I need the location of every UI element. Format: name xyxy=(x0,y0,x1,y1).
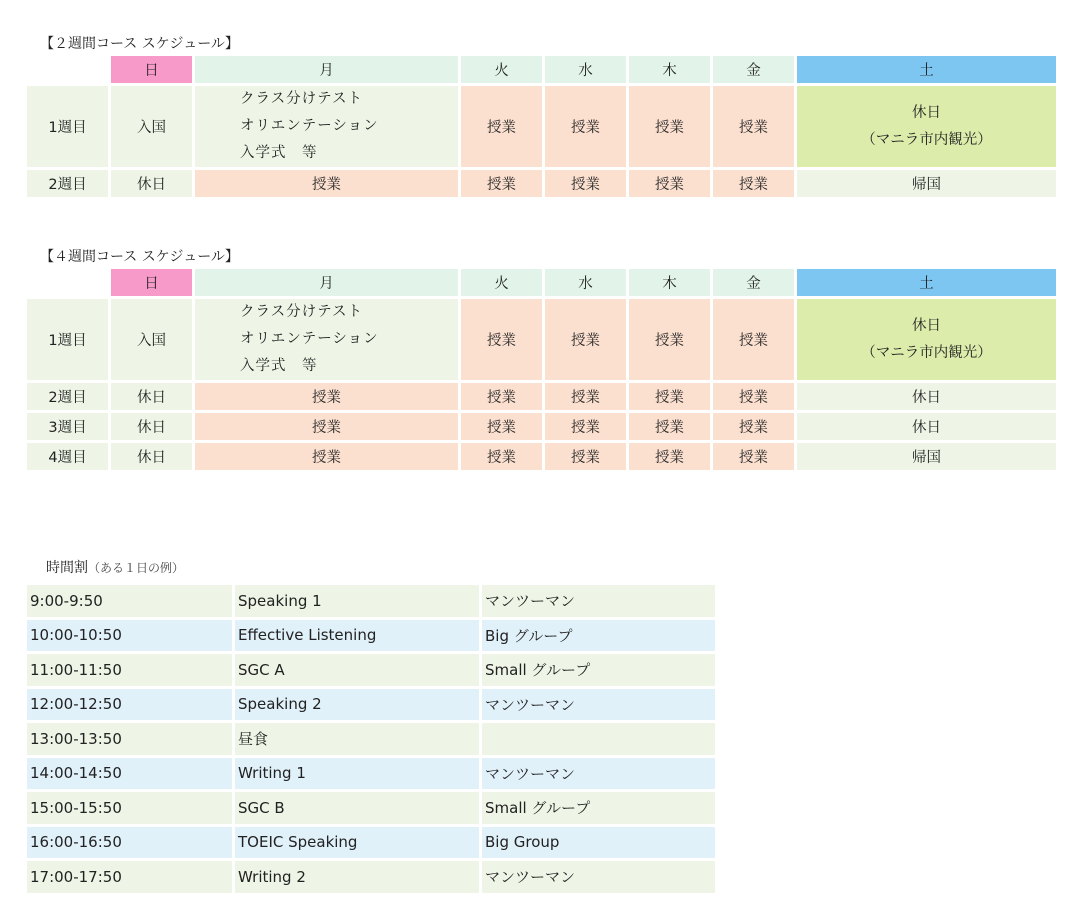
time-cell: 15:00-15:50 xyxy=(27,792,232,824)
sun-cell: 休日 xyxy=(111,170,192,197)
timetable-row xyxy=(27,827,715,859)
mon-line: クラス分けテスト xyxy=(240,304,363,320)
timetable-row xyxy=(27,861,715,893)
week-row xyxy=(27,299,1056,380)
two-week-schedule-table xyxy=(24,53,1059,200)
header-sun: 日 xyxy=(111,269,192,296)
header-mon: 月 xyxy=(195,56,458,83)
header-sat: 土 xyxy=(797,269,1056,296)
mon-cell xyxy=(195,86,458,167)
format-cell: Small グループ xyxy=(482,792,715,824)
subject-cell: Speaking 1 xyxy=(235,585,479,617)
sat-cell xyxy=(797,86,1056,167)
mon-cell: 授業 xyxy=(195,443,458,470)
sun-cell: 入国 xyxy=(111,86,192,167)
mon-cell: 授業 xyxy=(195,170,458,197)
sat-cell: 休日 xyxy=(797,413,1056,440)
thu-cell: 授業 xyxy=(629,443,710,470)
mon-line: オリエンテーション xyxy=(240,118,379,134)
header-row xyxy=(27,56,1056,83)
fri-cell: 授業 xyxy=(713,443,794,470)
timetable-title xyxy=(46,557,184,577)
two-week-title: 【２週間コース スケジュール】 xyxy=(40,36,239,52)
timetable-heading: 時間割 xyxy=(46,560,88,576)
mon-cell xyxy=(195,299,458,380)
four-week-title: 【４週間コース スケジュール】 xyxy=(40,249,239,265)
tue-cell: 授業 xyxy=(461,86,542,167)
time-cell: 10:00-10:50 xyxy=(27,620,232,652)
subject-cell: Effective Listening xyxy=(235,620,479,652)
format-cell xyxy=(482,723,715,755)
time-cell: 11:00-11:50 xyxy=(27,654,232,686)
time-cell: 9:00-9:50 xyxy=(27,585,232,617)
wed-cell: 授業 xyxy=(545,443,626,470)
wed-cell: 授業 xyxy=(545,299,626,380)
tue-cell: 授業 xyxy=(461,413,542,440)
sat-line: 休日 xyxy=(912,104,941,121)
wed-cell: 授業 xyxy=(545,86,626,167)
timetable-row xyxy=(27,689,715,721)
format-cell: マンツーマン xyxy=(482,689,715,721)
header-sat: 土 xyxy=(797,56,1056,83)
header-sun: 日 xyxy=(111,56,192,83)
wed-cell: 授業 xyxy=(545,383,626,410)
header-thu: 木 xyxy=(629,269,710,296)
timetable-row xyxy=(27,585,715,617)
subject-cell: SGC B xyxy=(235,792,479,824)
time-cell: 12:00-12:50 xyxy=(27,689,232,721)
week-row xyxy=(27,413,1056,440)
subject-cell: Writing 1 xyxy=(235,758,479,790)
timetable-row xyxy=(27,792,715,824)
header-tue: 火 xyxy=(461,269,542,296)
thu-cell: 授業 xyxy=(629,383,710,410)
sat-line: 休日 xyxy=(912,317,941,334)
timetable-row xyxy=(27,723,715,755)
timetable-row xyxy=(27,620,715,652)
mon-line: クラス分けテスト xyxy=(240,91,363,107)
header-fri: 金 xyxy=(713,269,794,296)
week-label: 2週目 xyxy=(27,383,108,410)
mon-cell: 授業 xyxy=(195,383,458,410)
format-cell: Big グループ xyxy=(482,620,715,652)
week-label: 4週目 xyxy=(27,443,108,470)
format-cell: マンツーマン xyxy=(482,758,715,790)
timetable-row xyxy=(27,758,715,790)
tue-cell: 授業 xyxy=(461,443,542,470)
thu-cell: 授業 xyxy=(629,299,710,380)
format-cell: Big Group xyxy=(482,827,715,859)
week-label: 2週目 xyxy=(27,170,108,197)
subject-cell: 昼食 xyxy=(235,723,479,755)
format-cell: マンツーマン xyxy=(482,585,715,617)
tue-cell: 授業 xyxy=(461,299,542,380)
fri-cell: 授業 xyxy=(713,170,794,197)
corner-cell xyxy=(27,269,108,296)
week-row xyxy=(27,86,1056,167)
mon-line: 入学式 等 xyxy=(240,145,318,161)
fri-cell: 授業 xyxy=(713,413,794,440)
sun-cell: 休日 xyxy=(111,413,192,440)
header-tue: 火 xyxy=(461,56,542,83)
header-thu: 木 xyxy=(629,56,710,83)
header-wed: 水 xyxy=(545,56,626,83)
thu-cell: 授業 xyxy=(629,86,710,167)
header-mon: 月 xyxy=(195,269,458,296)
week-row xyxy=(27,383,1056,410)
week-row xyxy=(27,170,1056,197)
time-cell: 13:00-13:50 xyxy=(27,723,232,755)
thu-cell: 授業 xyxy=(629,170,710,197)
timetable-row xyxy=(27,654,715,686)
week-label: 3週目 xyxy=(27,413,108,440)
header-fri: 金 xyxy=(713,56,794,83)
tue-cell: 授業 xyxy=(461,170,542,197)
time-cell: 17:00-17:50 xyxy=(27,861,232,893)
corner-cell xyxy=(27,56,108,83)
sat-cell xyxy=(797,299,1056,380)
time-cell: 16:00-16:50 xyxy=(27,827,232,859)
subject-cell: Writing 2 xyxy=(235,861,479,893)
subject-cell: TOEIC Speaking xyxy=(235,827,479,859)
mon-cell: 授業 xyxy=(195,413,458,440)
fri-cell: 授業 xyxy=(713,299,794,380)
sat-cell: 帰国 xyxy=(797,170,1056,197)
thu-cell: 授業 xyxy=(629,413,710,440)
sun-cell: 入国 xyxy=(111,299,192,380)
fri-cell: 授業 xyxy=(713,86,794,167)
sat-cell: 帰国 xyxy=(797,443,1056,470)
four-week-schedule-table xyxy=(24,266,1059,473)
mon-line: 入学式 等 xyxy=(240,358,318,374)
tue-cell: 授業 xyxy=(461,383,542,410)
timetable-table xyxy=(24,582,718,896)
wed-cell: 授業 xyxy=(545,413,626,440)
fri-cell: 授業 xyxy=(713,383,794,410)
time-cell: 14:00-14:50 xyxy=(27,758,232,790)
mon-line: オリエンテーション xyxy=(240,331,379,347)
format-cell: マンツーマン xyxy=(482,861,715,893)
sun-cell: 休日 xyxy=(111,383,192,410)
format-cell: Small グループ xyxy=(482,654,715,686)
wed-cell: 授業 xyxy=(545,170,626,197)
sat-cell: 休日 xyxy=(797,383,1056,410)
week-label: 1週目 xyxy=(27,86,108,167)
header-wed: 水 xyxy=(545,269,626,296)
subject-cell: Speaking 2 xyxy=(235,689,479,721)
timetable-subtitle: （ある１日の例） xyxy=(88,561,185,575)
sun-cell: 休日 xyxy=(111,443,192,470)
week-row xyxy=(27,443,1056,470)
week-label: 1週目 xyxy=(27,299,108,380)
sat-line: （マニラ市内観光） xyxy=(861,131,992,148)
sat-line: （マニラ市内観光） xyxy=(861,344,992,361)
header-row xyxy=(27,269,1056,296)
subject-cell: SGC A xyxy=(235,654,479,686)
